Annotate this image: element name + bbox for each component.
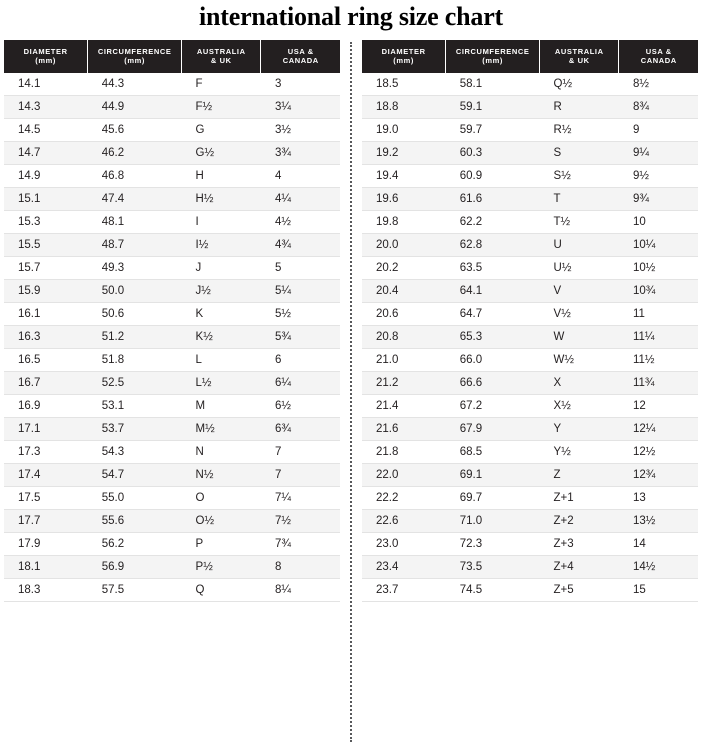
cell-usa-canada: 4¼	[261, 187, 340, 210]
column-header-usa-canada	[261, 40, 340, 73]
cell-circumference: 51.2	[88, 325, 182, 348]
cell-circumference: 58.1	[446, 73, 540, 96]
cell-australia-uk: U	[540, 233, 619, 256]
cell-diameter: 21.4	[362, 394, 446, 417]
table-row	[362, 440, 698, 463]
table-row	[4, 256, 340, 279]
cell-circumference: 45.6	[88, 118, 182, 141]
column-header-diameter-line2: (mm)	[35, 56, 56, 66]
column-header-australia-uk-line2: & UK	[210, 56, 232, 66]
right-ring-size-table	[362, 40, 698, 602]
table-header-row	[4, 40, 340, 73]
cell-diameter: 17.7	[4, 509, 88, 532]
cell-diameter: 16.9	[4, 394, 88, 417]
cell-usa-canada: 4	[261, 164, 340, 187]
cell-australia-uk: H	[182, 164, 261, 187]
cell-australia-uk: O½	[182, 509, 261, 532]
cell-australia-uk: F	[182, 73, 261, 96]
divider-line	[350, 42, 352, 742]
cell-australia-uk: Q	[182, 578, 261, 601]
cell-australia-uk: T	[540, 187, 619, 210]
cell-australia-uk: P½	[182, 555, 261, 578]
cell-usa-canada: 8½	[619, 73, 698, 96]
column-header-circumference	[88, 40, 182, 73]
cell-circumference: 60.3	[446, 141, 540, 164]
table-row	[4, 187, 340, 210]
table-row	[4, 532, 340, 555]
vertical-dotted-divider	[346, 40, 356, 742]
column-header-usa-canada-line2: CANADA	[640, 56, 677, 66]
cell-diameter: 15.5	[4, 233, 88, 256]
cell-circumference: 46.2	[88, 141, 182, 164]
cell-usa-canada: 11½	[619, 348, 698, 371]
ring-size-chart-page	[0, 2, 702, 749]
cell-diameter: 21.2	[362, 371, 446, 394]
cell-circumference: 50.0	[88, 279, 182, 302]
table-row	[362, 578, 698, 601]
cell-australia-uk: T½	[540, 210, 619, 233]
column-header-australia-uk-line2: & UK	[568, 56, 590, 66]
cell-diameter: 18.1	[4, 555, 88, 578]
column-header-australia-uk	[540, 40, 619, 73]
table-row	[4, 73, 340, 96]
cell-usa-canada: 6¼	[261, 371, 340, 394]
cell-usa-canada: 9½	[619, 164, 698, 187]
cell-usa-canada: 3½	[261, 118, 340, 141]
column-header-circumference-line1: CIRCUMFERENCE	[97, 47, 172, 56]
cell-circumference: 52.5	[88, 371, 182, 394]
column-header-australia-uk-line1: AUSTRALIA	[554, 47, 604, 56]
cell-diameter: 23.4	[362, 555, 446, 578]
cell-usa-canada: 14½	[619, 555, 698, 578]
cell-usa-canada: 4½	[261, 210, 340, 233]
column-header-usa-canada	[619, 40, 698, 73]
cell-diameter: 18.5	[362, 73, 446, 96]
table-row	[4, 348, 340, 371]
cell-circumference: 54.7	[88, 463, 182, 486]
cell-diameter: 21.0	[362, 348, 446, 371]
cell-diameter: 14.3	[4, 95, 88, 118]
cell-diameter: 20.0	[362, 233, 446, 256]
cell-circumference: 72.3	[446, 532, 540, 555]
cell-circumference: 67.9	[446, 417, 540, 440]
table-row	[362, 187, 698, 210]
cell-australia-uk: V	[540, 279, 619, 302]
cell-diameter: 14.5	[4, 118, 88, 141]
table-row	[362, 417, 698, 440]
table-row	[362, 210, 698, 233]
cell-australia-uk: S½	[540, 164, 619, 187]
table-row	[4, 325, 340, 348]
cell-diameter: 19.6	[362, 187, 446, 210]
cell-circumference: 48.1	[88, 210, 182, 233]
cell-diameter: 18.8	[362, 95, 446, 118]
cell-australia-uk: L	[182, 348, 261, 371]
cell-diameter: 23.7	[362, 578, 446, 601]
column-header-diameter-line2: (mm)	[393, 56, 414, 66]
tables-container	[0, 40, 702, 742]
table-row	[362, 371, 698, 394]
table-row	[4, 302, 340, 325]
cell-usa-canada: 7	[261, 463, 340, 486]
cell-circumference: 68.5	[446, 440, 540, 463]
cell-circumference: 69.1	[446, 463, 540, 486]
cell-australia-uk: R	[540, 95, 619, 118]
cell-australia-uk: R½	[540, 118, 619, 141]
cell-circumference: 62.8	[446, 233, 540, 256]
cell-usa-canada: 6	[261, 348, 340, 371]
column-header-circumference-line1: CIRCUMFERENCE	[455, 47, 530, 56]
cell-australia-uk: N	[182, 440, 261, 463]
cell-diameter: 23.0	[362, 532, 446, 555]
table-row	[4, 95, 340, 118]
cell-circumference: 67.2	[446, 394, 540, 417]
cell-diameter: 22.0	[362, 463, 446, 486]
column-header-usa-canada-line1: USA &	[645, 47, 672, 56]
cell-circumference: 71.0	[446, 509, 540, 532]
cell-diameter: 17.1	[4, 417, 88, 440]
table-row	[362, 233, 698, 256]
cell-diameter: 22.6	[362, 509, 446, 532]
cell-australia-uk: J½	[182, 279, 261, 302]
cell-diameter: 22.2	[362, 486, 446, 509]
cell-diameter: 17.4	[4, 463, 88, 486]
cell-usa-canada: 10¼	[619, 233, 698, 256]
right-table-header	[362, 40, 698, 73]
table-row	[362, 141, 698, 164]
cell-diameter: 19.4	[362, 164, 446, 187]
cell-usa-canada: 13½	[619, 509, 698, 532]
cell-australia-uk: O	[182, 486, 261, 509]
cell-diameter: 16.1	[4, 302, 88, 325]
left-table-body	[4, 73, 340, 602]
left-ring-size-table	[4, 40, 340, 602]
cell-usa-canada: 13	[619, 486, 698, 509]
table-row	[362, 256, 698, 279]
table-row	[4, 486, 340, 509]
cell-circumference: 57.5	[88, 578, 182, 601]
cell-circumference: 44.3	[88, 73, 182, 96]
cell-australia-uk: L½	[182, 371, 261, 394]
cell-usa-canada: 5¾	[261, 325, 340, 348]
table-row	[362, 486, 698, 509]
cell-diameter: 14.7	[4, 141, 88, 164]
cell-usa-canada: 6½	[261, 394, 340, 417]
left-table-header	[4, 40, 340, 73]
cell-diameter: 21.6	[362, 417, 446, 440]
cell-australia-uk: X	[540, 371, 619, 394]
cell-diameter: 17.3	[4, 440, 88, 463]
table-row	[4, 371, 340, 394]
cell-diameter: 20.8	[362, 325, 446, 348]
table-row	[4, 164, 340, 187]
cell-usa-canada: 12¾	[619, 463, 698, 486]
cell-australia-uk: J	[182, 256, 261, 279]
cell-australia-uk: K½	[182, 325, 261, 348]
cell-circumference: 69.7	[446, 486, 540, 509]
table-row	[362, 302, 698, 325]
cell-australia-uk: Y½	[540, 440, 619, 463]
cell-australia-uk: H½	[182, 187, 261, 210]
cell-usa-canada: 12	[619, 394, 698, 417]
cell-australia-uk: M½	[182, 417, 261, 440]
cell-australia-uk: X½	[540, 394, 619, 417]
column-header-usa-canada-line2: CANADA	[282, 56, 319, 66]
column-header-diameter-line1: DIAMETER	[23, 47, 68, 56]
column-header-diameter-line1: DIAMETER	[381, 47, 426, 56]
cell-australia-uk: Z+1	[540, 486, 619, 509]
table-row	[362, 394, 698, 417]
cell-diameter: 15.1	[4, 187, 88, 210]
cell-diameter: 17.9	[4, 532, 88, 555]
cell-usa-canada: 5½	[261, 302, 340, 325]
column-header-australia-uk	[182, 40, 261, 73]
cell-australia-uk: S	[540, 141, 619, 164]
cell-circumference: 49.3	[88, 256, 182, 279]
table-row	[4, 555, 340, 578]
cell-usa-canada: 7½	[261, 509, 340, 532]
cell-circumference: 53.1	[88, 394, 182, 417]
cell-circumference: 64.1	[446, 279, 540, 302]
table-row	[362, 95, 698, 118]
table-row	[4, 210, 340, 233]
cell-usa-canada: 12½	[619, 440, 698, 463]
column-header-usa-canada-line1: USA &	[287, 47, 314, 56]
table-row	[362, 509, 698, 532]
table-row	[4, 118, 340, 141]
table-row	[362, 532, 698, 555]
table-row	[4, 141, 340, 164]
cell-australia-uk: N½	[182, 463, 261, 486]
cell-usa-canada: 11	[619, 302, 698, 325]
cell-circumference: 54.3	[88, 440, 182, 463]
cell-usa-canada: 7¾	[261, 532, 340, 555]
cell-usa-canada: 10¾	[619, 279, 698, 302]
cell-australia-uk: W	[540, 325, 619, 348]
cell-circumference: 56.9	[88, 555, 182, 578]
cell-australia-uk: P	[182, 532, 261, 555]
cell-australia-uk: I	[182, 210, 261, 233]
column-header-circumference	[446, 40, 540, 73]
cell-usa-canada: 4¾	[261, 233, 340, 256]
cell-diameter: 16.5	[4, 348, 88, 371]
cell-diameter: 20.2	[362, 256, 446, 279]
cell-circumference: 59.7	[446, 118, 540, 141]
cell-circumference: 55.6	[88, 509, 182, 532]
table-row	[4, 578, 340, 601]
table-row	[362, 463, 698, 486]
cell-usa-canada: 7¼	[261, 486, 340, 509]
cell-usa-canada: 8¾	[619, 95, 698, 118]
right-table-wrapper	[362, 40, 698, 602]
cell-circumference: 66.6	[446, 371, 540, 394]
page-title: international ring size chart	[199, 2, 503, 31]
cell-diameter: 19.0	[362, 118, 446, 141]
cell-usa-canada: 9	[619, 118, 698, 141]
table-row	[362, 555, 698, 578]
cell-diameter: 19.8	[362, 210, 446, 233]
cell-circumference: 53.7	[88, 417, 182, 440]
cell-usa-canada: 3	[261, 73, 340, 96]
column-header-diameter	[362, 40, 446, 73]
table-row	[4, 233, 340, 256]
cell-circumference: 48.7	[88, 233, 182, 256]
cell-diameter: 19.2	[362, 141, 446, 164]
cell-circumference: 61.6	[446, 187, 540, 210]
cell-diameter: 20.6	[362, 302, 446, 325]
cell-circumference: 51.8	[88, 348, 182, 371]
cell-diameter: 18.3	[4, 578, 88, 601]
cell-australia-uk: U½	[540, 256, 619, 279]
cell-usa-canada: 9¾	[619, 187, 698, 210]
cell-usa-canada: 7	[261, 440, 340, 463]
cell-australia-uk: M	[182, 394, 261, 417]
cell-diameter: 20.4	[362, 279, 446, 302]
cell-diameter: 15.9	[4, 279, 88, 302]
cell-usa-canada: 11¾	[619, 371, 698, 394]
cell-circumference: 73.5	[446, 555, 540, 578]
cell-circumference: 46.8	[88, 164, 182, 187]
table-row	[362, 325, 698, 348]
table-row	[4, 463, 340, 486]
cell-diameter: 15.3	[4, 210, 88, 233]
cell-diameter: 21.8	[362, 440, 446, 463]
cell-usa-canada: 8¼	[261, 578, 340, 601]
cell-circumference: 74.5	[446, 578, 540, 601]
cell-circumference: 66.0	[446, 348, 540, 371]
table-row	[4, 440, 340, 463]
cell-australia-uk: Y	[540, 417, 619, 440]
cell-circumference: 44.9	[88, 95, 182, 118]
cell-diameter: 14.1	[4, 73, 88, 96]
table-row	[362, 279, 698, 302]
table-header-row	[362, 40, 698, 73]
cell-usa-canada: 10½	[619, 256, 698, 279]
cell-circumference: 47.4	[88, 187, 182, 210]
cell-circumference: 50.6	[88, 302, 182, 325]
cell-australia-uk: Z	[540, 463, 619, 486]
cell-australia-uk: Z+5	[540, 578, 619, 601]
column-header-circumference-line2: (mm)	[482, 56, 504, 66]
table-row	[362, 73, 698, 96]
cell-australia-uk: Z+3	[540, 532, 619, 555]
cell-australia-uk: Z+2	[540, 509, 619, 532]
cell-australia-uk: K	[182, 302, 261, 325]
cell-diameter: 16.3	[4, 325, 88, 348]
cell-australia-uk: G½	[182, 141, 261, 164]
cell-usa-canada: 12¼	[619, 417, 698, 440]
table-row	[4, 394, 340, 417]
cell-usa-canada: 9¼	[619, 141, 698, 164]
left-table-wrapper	[4, 40, 340, 602]
cell-australia-uk: I½	[182, 233, 261, 256]
column-header-diameter	[4, 40, 88, 73]
cell-diameter: 15.7	[4, 256, 88, 279]
table-row	[362, 118, 698, 141]
cell-circumference: 55.0	[88, 486, 182, 509]
table-row	[4, 509, 340, 532]
table-row	[4, 279, 340, 302]
column-header-circumference-line2: (mm)	[124, 56, 146, 66]
column-header-australia-uk-line1: AUSTRALIA	[196, 47, 246, 56]
cell-usa-canada: 6¾	[261, 417, 340, 440]
cell-circumference: 63.5	[446, 256, 540, 279]
table-row	[362, 164, 698, 187]
cell-australia-uk: V½	[540, 302, 619, 325]
cell-usa-canada: 14	[619, 532, 698, 555]
cell-australia-uk: G	[182, 118, 261, 141]
cell-australia-uk: Q½	[540, 73, 619, 96]
cell-diameter: 14.9	[4, 164, 88, 187]
cell-circumference: 65.3	[446, 325, 540, 348]
cell-usa-canada: 5	[261, 256, 340, 279]
cell-australia-uk: F½	[182, 95, 261, 118]
cell-circumference: 56.2	[88, 532, 182, 555]
cell-diameter: 17.5	[4, 486, 88, 509]
cell-usa-canada: 8	[261, 555, 340, 578]
table-row	[4, 417, 340, 440]
cell-usa-canada: 3¼	[261, 95, 340, 118]
cell-usa-canada: 3¾	[261, 141, 340, 164]
cell-usa-canada: 11¼	[619, 325, 698, 348]
cell-usa-canada: 10	[619, 210, 698, 233]
cell-circumference: 60.9	[446, 164, 540, 187]
cell-usa-canada: 15	[619, 578, 698, 601]
cell-circumference: 62.2	[446, 210, 540, 233]
cell-australia-uk: W½	[540, 348, 619, 371]
cell-circumference: 59.1	[446, 95, 540, 118]
cell-circumference: 64.7	[446, 302, 540, 325]
cell-diameter: 16.7	[4, 371, 88, 394]
right-table-body	[362, 73, 698, 602]
cell-australia-uk: Z+4	[540, 555, 619, 578]
table-row	[362, 348, 698, 371]
cell-usa-canada: 5¼	[261, 279, 340, 302]
